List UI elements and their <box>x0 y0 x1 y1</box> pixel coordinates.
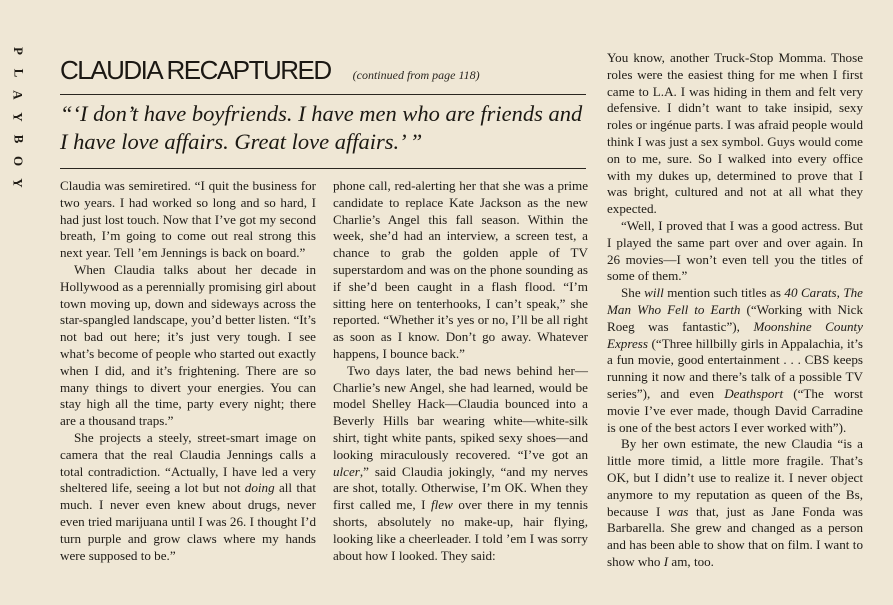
magazine-name-letter: O <box>11 155 27 167</box>
text-column-1 <box>60 178 316 564</box>
paragraph-text: By her own estimate, the new Claudia “is a little more timid, a little more fragile. That’s OK, but I didn’t use to realize it. I never object anymore to my reputation as queen of the Bs, because I <box>607 436 863 519</box>
rule-divider-bottom <box>60 168 586 169</box>
magazine-name-letter: Y <box>11 178 27 188</box>
italic-text: Deathsport <box>724 385 784 401</box>
rule-divider-top <box>60 94 586 95</box>
text-column-2 <box>333 178 588 564</box>
article-title: CLAUDIA RECAPTURED <box>60 55 331 85</box>
italic-text: Moonshine County Express <box>607 318 863 351</box>
paragraph-text: phone call, red-alerting her that she was a prime candidate to replace Kate Jackson as the new Charlie’s Angel this fall season. Within the week, she’d had an interview, a screen test, a chance to grab the golden apple of TV superstardom and was on the phone sounding as if she’d been caught in a flash flood. “I’m sitting here on tenterhooks, I can’t speak,” she reported. “Whether it’s yes or no, I’ll be all right as soon as I know. Don’t go away. Whatever happens, I bounce back.” <box>333 178 588 361</box>
italic-text: 40 Carats, The Man Who Fell to Earth <box>607 285 863 317</box>
magazine-name-letter: Y <box>11 112 27 122</box>
italic-text: ulcer <box>333 463 360 479</box>
italic-text: doing <box>244 480 275 496</box>
pull-quote: “‘I don’t have boyfriends. I have men who are friends and I have love affairs. Great love affairs.’ ” <box>60 101 583 154</box>
text-column-3 <box>607 50 863 571</box>
paragraph-text: When Claudia talks about her decade in Hollywood as a perennially promising girl about town moving up, down and sideways across the star-spangled landscape, you’d better listen. “It’s not bad out here; it’s just very tough. I see what’s become of people who started out exactly when I did, and it’s frightening. There are so many things to divert your energies. You can stay high all the time, party every night; there are a thousand traps.” <box>60 261 316 429</box>
italic-text: I <box>663 553 669 569</box>
magazine-name-vertical <box>11 40 27 194</box>
paragraph-text: ,” said Claudia jokingly, “and my nerves are shot, totally. Otherwise, I’m OK. When they first called me, I <box>333 463 588 513</box>
paragraph-text: She projects a steely, street-smart image on camera that the real Claudia Jennings calls a total contradiction. “Actually, I have led a very sheltered life, seeing a lot but not <box>60 429 316 496</box>
body-paragraph <box>333 363 588 565</box>
paragraph-text: (“Working with Nick Roeg was fantastic”), <box>607 301 863 334</box>
paragraph-text: (“Three hillbilly girls in Appalachia, it’s a fun movie, good entertainment . . . CBS keeps running it now and there’s talk of a possible TV series”), and even <box>607 335 863 401</box>
continued-note: (continued from page 118) <box>352 68 480 82</box>
body-paragraph <box>60 430 316 564</box>
body-paragraph <box>607 218 863 285</box>
body-paragraph <box>333 178 588 363</box>
paragraph-text: mention such titles as <box>663 285 785 301</box>
paragraph-text: Two days later, the bad news behind her—Charlie’s new Angel, she had learned, would be model Shelley Hack—Claudia bounced into a Beverly Hills bar wearing white—white-silk shirt, tight white pants, spiked sexy shoes—and looking miraculously recovered. “I’ve got an <box>333 362 588 462</box>
magazine-name-letter: P <box>11 47 27 55</box>
magazine-name-letter: B <box>11 134 27 144</box>
magazine-name-letter: L <box>11 68 27 78</box>
magazine-name-letter: A <box>11 90 27 100</box>
italic-text: will <box>644 285 664 301</box>
paragraph-text: over there in my tennis shorts, absolutely no make-up, hair flying, looking like a cheerleader. I told ’em I was sorry about how I looked. They said: <box>333 497 589 563</box>
body-paragraph <box>607 436 863 570</box>
body-paragraph <box>60 178 316 262</box>
italic-text: was <box>667 503 689 519</box>
italic-text: flew <box>431 497 453 513</box>
body-paragraph <box>60 262 316 430</box>
paragraph-text: She <box>621 285 645 301</box>
paragraph-text: (“The worst movie I’ve ever made, though David Carradine is one of the best actors I ever worked with”). <box>607 385 863 435</box>
body-paragraph <box>607 285 863 436</box>
paragraph-text: Claudia was semiretired. “I quit the business for two years. I had worked so long and so hard, I had just lost touch. Now that I’ve got my second breath, I’m going to come out real strong this next year. Tell ’em Jennings is back on board.” <box>60 178 316 261</box>
body-paragraph <box>607 50 863 218</box>
paragraph-text: am, too. <box>668 553 714 569</box>
paragraph-text: You know, another Truck-Stop Momma. Those roles were the easiest thing for me when I first came to L.A. I was hiding in them and felt very defensive. I didn’t want to take insipid, sexy roles or ingénue parts. I was afraid people would think I was just a sex symbol. Guys would come on to me, sure. So I walked into every office with my dukes up, determined to prove that I was bright, cultured and not at all what they expected. <box>607 50 863 217</box>
paragraph-text: all that much. I never even knew about drugs, never even tried marijuana until I was 26. I thought I’d turn purple and grow claws where my hands were supposed to be.” <box>60 480 316 563</box>
paragraph-text: that, just as Jane Fonda was Barbarella. She grew and changed as a person and has been able to show that on film. I want to show who <box>607 503 863 569</box>
article-header <box>60 55 585 86</box>
paragraph-text: “Well, I proved that I was a good actress. But I played the same part over and over again. In 26 movies—I won’t even tell you the titles of some of them.” <box>607 217 863 284</box>
